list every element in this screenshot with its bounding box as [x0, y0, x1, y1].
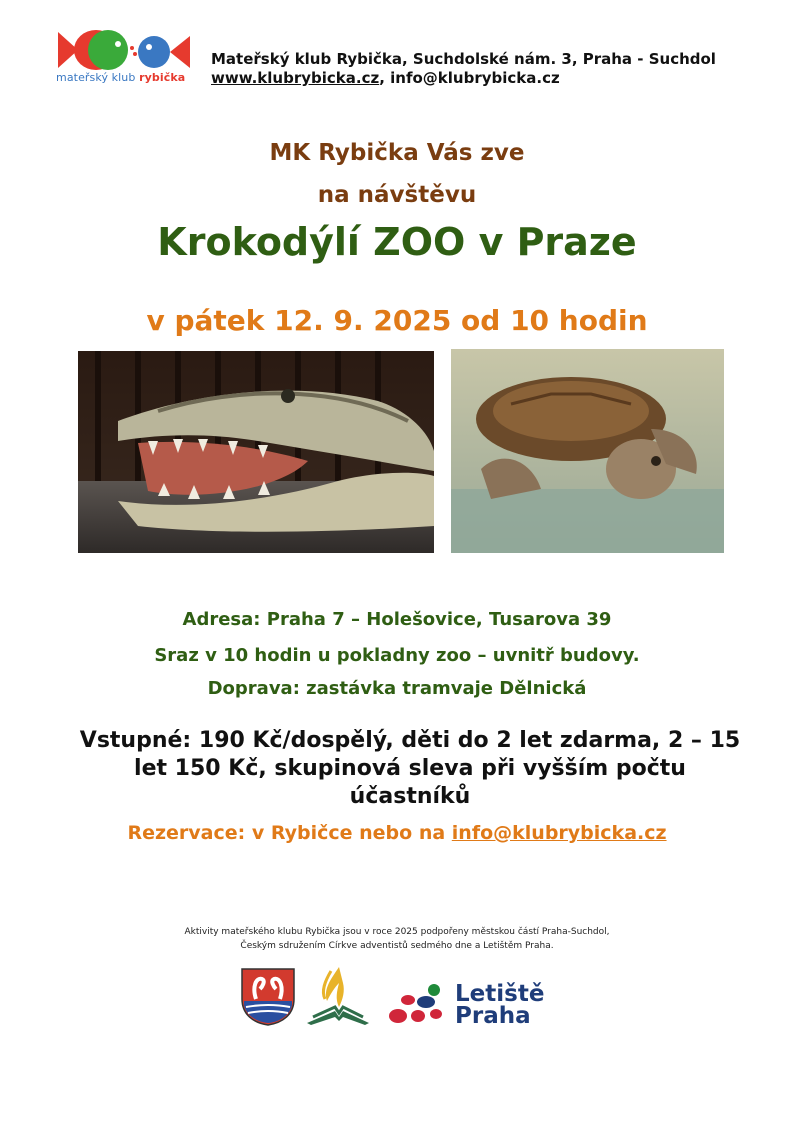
- header-email: , info@klubrybicka.cz: [379, 69, 560, 87]
- transport-info: Doprava: zastávka tramvaje Dělnická: [207, 678, 587, 699]
- reservation-email-link[interactable]: info@klubrybicka.cz: [451, 822, 667, 844]
- header-contact: [211, 69, 560, 87]
- event-title: Krokodýlí ZOO v Praze: [157, 220, 637, 264]
- support-line-2: Českým sdružením Církve adventistů sedmého dne a Letištěm Praha.: [240, 941, 554, 951]
- praha-word: Praha: [455, 1003, 531, 1029]
- meeting-info: Sraz v 10 hodin u pokladny zoo – uvnitř budovy.: [154, 645, 640, 666]
- visit-heading: na návštěvu: [317, 182, 477, 208]
- address-info: Adresa: Praha 7 – Holešovice, Tusarova 39: [182, 609, 612, 630]
- letiste-word: Letiště: [455, 981, 545, 1007]
- support-line-1: Aktivity mateřského klubu Rybička jsou v roce 2025 podpořeny městskou částí Praha-Suchdol,: [184, 927, 610, 937]
- logo-caption: [56, 71, 196, 84]
- turtle-photo: [451, 349, 724, 553]
- header-address: Mateřský klub Rybička, Suchdolské nám. 3, Praha - Suchdol: [211, 50, 716, 68]
- website-link[interactable]: www.klubrybicka.cz: [211, 69, 380, 87]
- admission-price: Vstupné: 190 Kč/dospělý, děti do 2 let zdarma, 2 – 15 let 150 Kč, skupinová sleva při vyšším počtu účastníků: [79, 728, 741, 809]
- suchdol-coat-of-arms-icon: [238, 965, 298, 1027]
- reservation-info: [0, 822, 794, 844]
- support-note: [0, 925, 794, 953]
- crocodile-photo: [78, 351, 434, 553]
- invite-heading: MK Rybička Vás zve: [269, 140, 525, 166]
- logo-text-part1: mateřský klub: [56, 71, 136, 84]
- adventist-church-logo-icon: [305, 965, 371, 1027]
- event-date: v pátek 12. 9. 2025 od 10 hodin: [146, 304, 648, 337]
- letiste-praha-wordmark: [455, 983, 544, 1027]
- reservation-text: Rezervace: v Rybičce nebo na: [127, 822, 452, 844]
- logo-text-part2: rybička: [139, 71, 186, 84]
